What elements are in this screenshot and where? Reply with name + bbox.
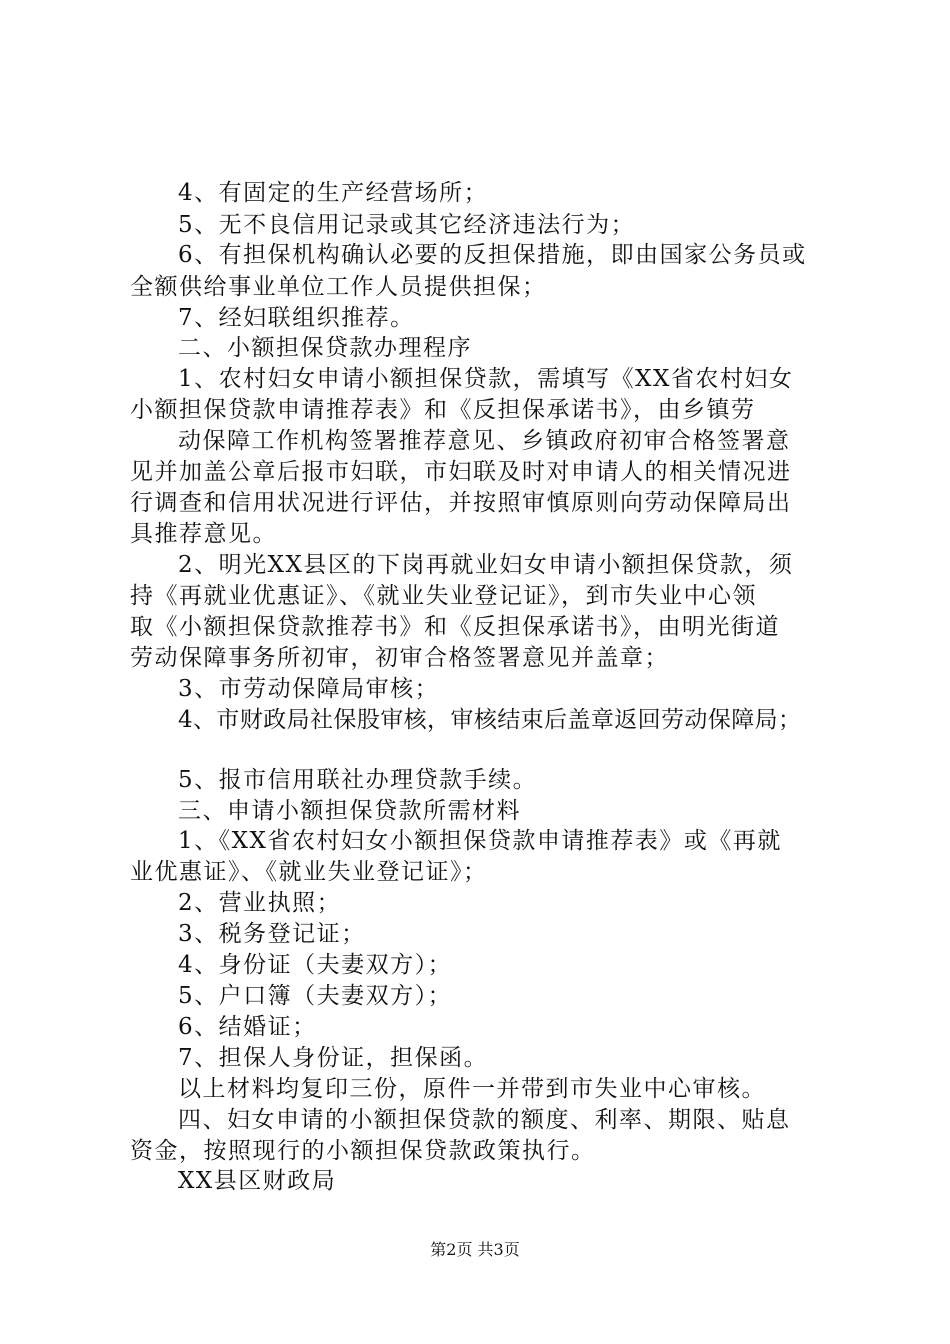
section-heading: 三、申请小额担保贷款所需材料 (178, 798, 521, 824)
section-heading: 四、妇女申请的小额担保贷款的额度、利率、期限、贴息 (178, 1107, 791, 1133)
text-line: 业优惠证》、《就业失业登记证》； (130, 859, 488, 885)
text-line: 5、户口簿（夫妻双方）； (178, 983, 453, 1009)
text-line: 7、经妇联组织推荐。 (178, 305, 415, 331)
text-line: 1、农村妇女申请小额担保贷款，需填写《XX省农村妇女 (178, 366, 794, 392)
text-line: 6、结婚证； (178, 1014, 317, 1040)
text-line: 动保障工作机构签署推荐意见、乡镇政府初审合格签署意 (178, 428, 791, 454)
text-line: 持《再就业优惠证》、《就业失业登记证》，到市失业中心领 (130, 583, 757, 609)
text-line: 4、市财政局社保股审核，审核结束后盖章返回劳动保障局； (178, 707, 802, 733)
text-line: 3、税务登记证； (178, 921, 366, 947)
text-line: 全额供给事业单位工作人员提供担保； (130, 274, 547, 300)
text-line: 4、有固定的生产经营场所； (178, 180, 489, 206)
text-line: 1、《XX省农村妇女小额担保贷款申请推荐表》或《再就 (178, 828, 782, 854)
signature-line: XX县区财政局 (178, 1168, 337, 1194)
text-line: 4、身份证（夫妻双方）； (178, 952, 453, 978)
text-line: 2、明光XX县区的下岗再就业妇女申请小额担保贷款，须 (178, 552, 794, 578)
text-line: 5、无不良信用记录或其它经济违法行为； (178, 212, 636, 238)
text-line: 取《小额担保贷款推荐书》和《反担保承诺书》，由明光街道 (130, 614, 780, 640)
text-line: 行调查和信用状况进行评估，并按照审慎原则向劳动保障局出 (130, 490, 792, 516)
text-line: 5、报市信用联社办理贷款手续。 (178, 767, 538, 793)
text-line: 6、有担保机构确认必要的反担保措施，即由国家公务员或 (178, 242, 807, 268)
text-line: 3、市劳动保障局审核； (178, 676, 440, 702)
page-number: 第2页 共3页 (430, 1240, 520, 1259)
text-line: 劳动保障事务所初审，初审合格签署意见并盖章； (130, 645, 669, 671)
section-heading: 二、小额担保贷款办理程序 (178, 335, 472, 361)
text-line: 以上材料均复印三份，原件一并带到市失业中心审核。 (178, 1076, 766, 1102)
text-line: 具推荐意见。 (130, 521, 277, 547)
text-line: 资金，按照现行的小额担保贷款政策执行。 (130, 1138, 596, 1164)
text-line: 7、担保人身份证，担保函。 (178, 1045, 489, 1071)
text-line: 小额担保贷款申请推荐表》和《反担保承诺书》，由乡镇劳 (130, 397, 756, 423)
text-line: 2、营业执照； (178, 890, 342, 916)
text-line: 见并加盖公章后报市妇联，市妇联及时对申请人的相关情况进 (130, 459, 792, 485)
